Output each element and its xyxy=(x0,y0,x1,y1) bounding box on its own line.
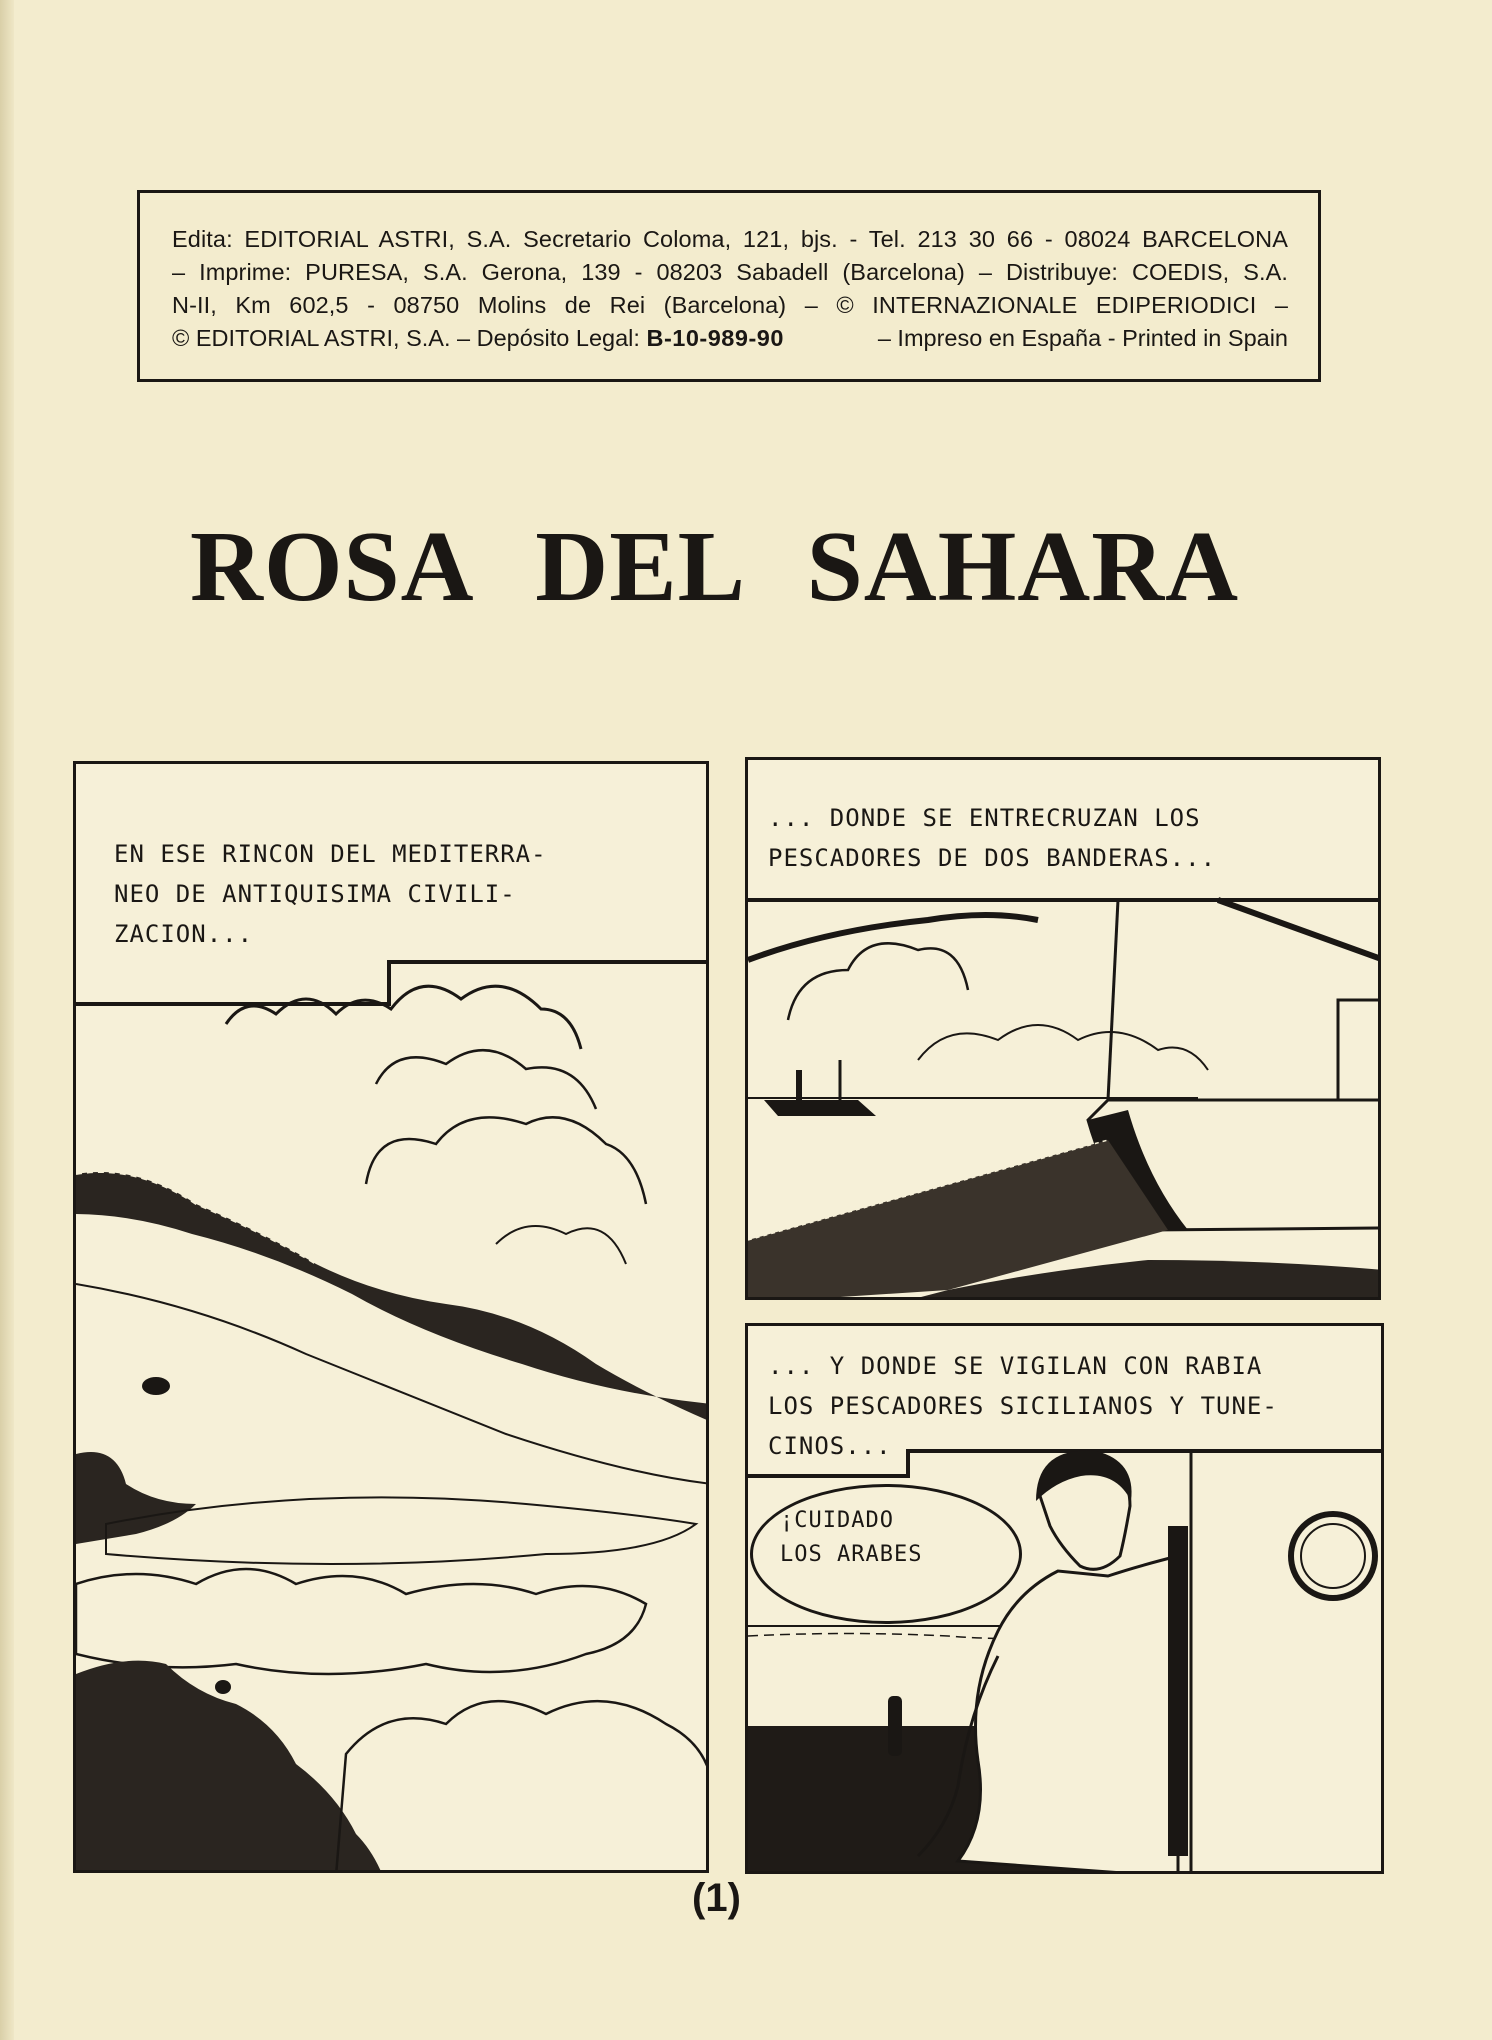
page-number: (1) xyxy=(692,1876,741,1920)
imprint-line-4 xyxy=(172,322,1288,355)
imprint-legal-text xyxy=(172,322,784,355)
comic-panel-2 xyxy=(745,757,1381,1300)
imprint-line-1: Edita: EDITORIAL ASTRI, S.A. Secretario Coloma, 121, bjs. - Tel. 213 30 66 - 08024 BARCELONA xyxy=(172,226,1288,252)
imprint-box xyxy=(137,190,1321,382)
comic-panel-1 xyxy=(73,761,709,1873)
speech-balloon-text: ¡CUIDADO LOS ARABES xyxy=(780,1508,923,1567)
comic-panel-3 xyxy=(745,1323,1384,1874)
imprint-printed-in: – Impreso en España - Printed in Spain xyxy=(877,325,1288,351)
imprint-line-3: N-II, Km 602,5 - 08750 Molins de Rei (Barcelona) – © INTERNAZIONALE EDIPERIODICI – xyxy=(172,292,1288,318)
page-binding-edge xyxy=(0,0,14,2040)
story-title: ROSA DEL SAHARA xyxy=(190,510,1240,622)
panel-1-caption: EN ESE RINCON DEL MEDITERRA- NEO DE ANTIQUISIMA CIVILI- ZACION... xyxy=(114,840,547,948)
legal-deposit-number: B-10-989-90 xyxy=(646,325,784,351)
panel-3-caption: ... Y DONDE SE VIGILAN CON RABIA LOS PESCADORES SICILIANOS Y TUNE- CINOS... xyxy=(768,1352,1278,1460)
imprint-line-2: – Imprime: PURESA, S.A. Gerona, 139 - 08203 Sabadell (Barcelona) – Distribuye: COEDIS, S.A. xyxy=(172,259,1288,285)
imprint-copyright: © EDITORIAL ASTRI, S.A. – Depósito Legal: xyxy=(172,325,640,351)
panel-2-caption: ... DONDE SE ENTRECRUZAN LOS PESCADORES DE DOS BANDERAS... xyxy=(768,804,1217,872)
